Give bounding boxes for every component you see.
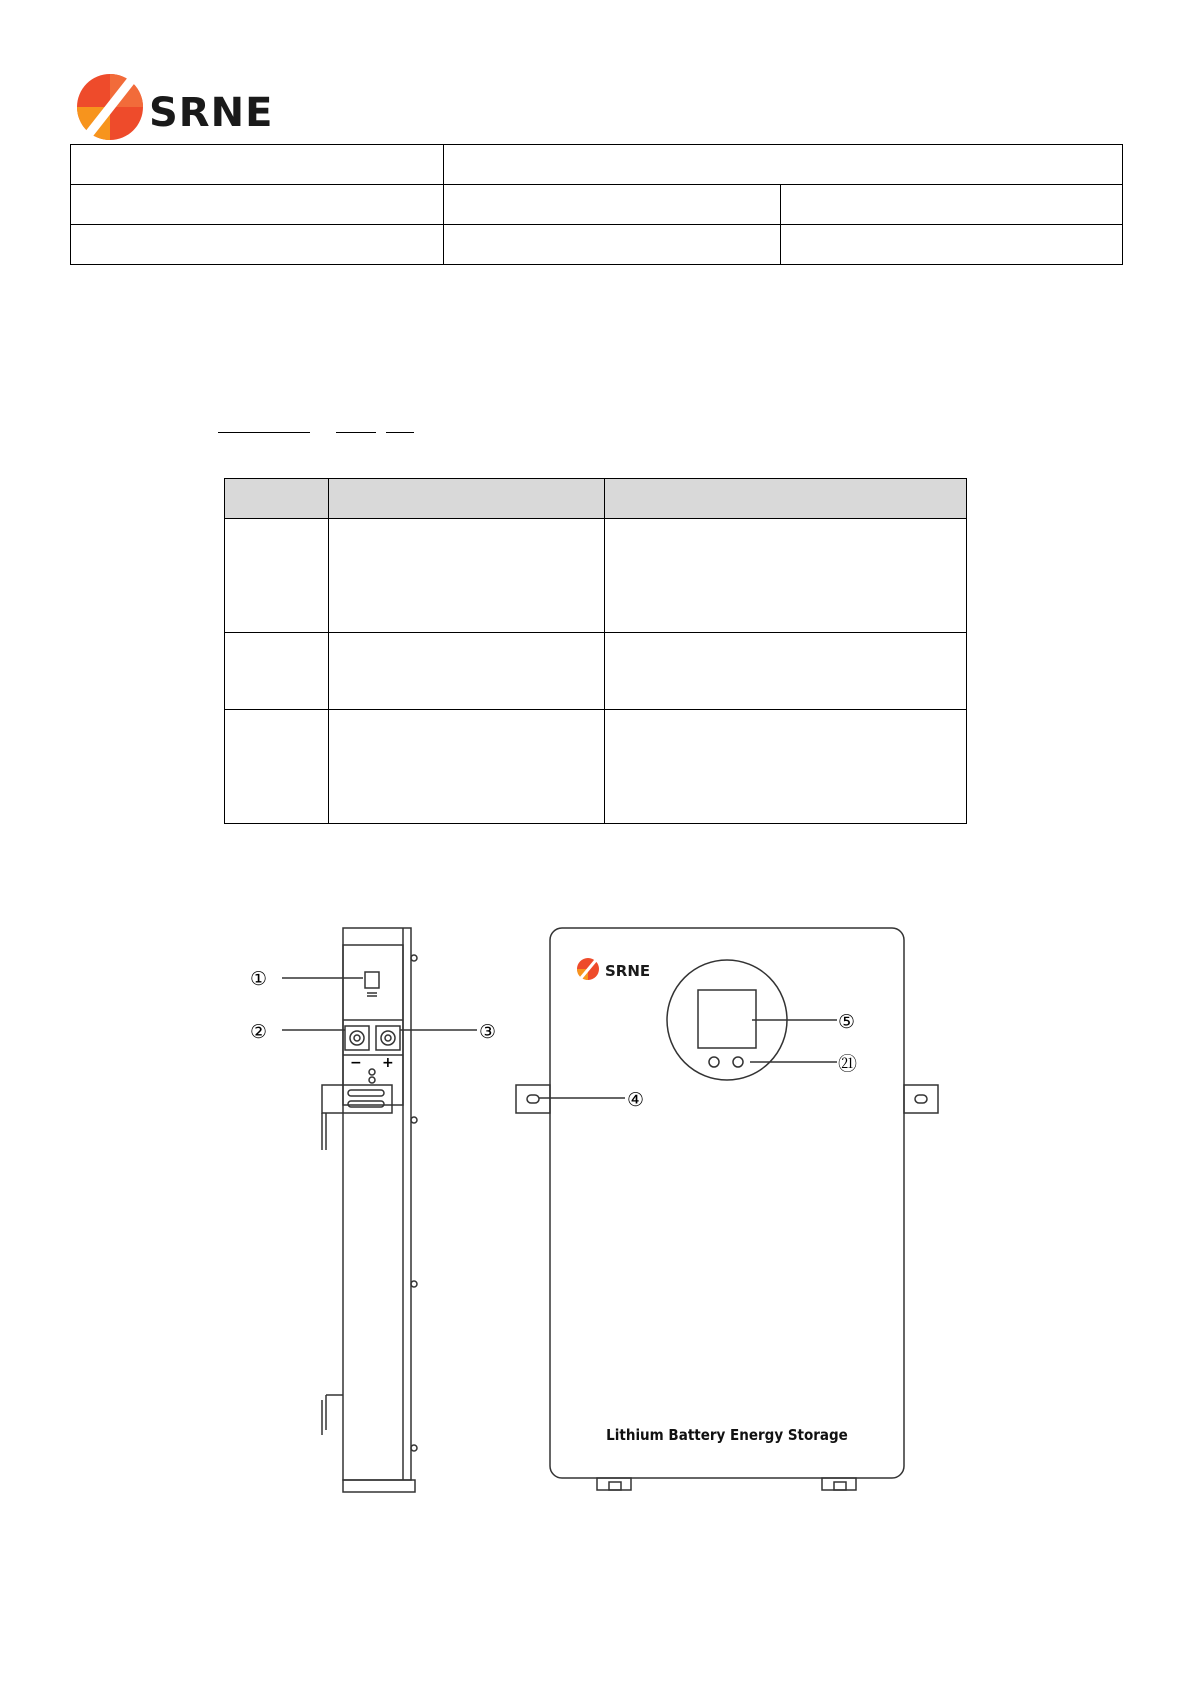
header-cell — [781, 225, 1123, 265]
positive-terminal — [376, 1026, 400, 1050]
product-label: Lithium Battery Energy Storage — [606, 1426, 848, 1444]
callout-5: ⑤ — [838, 1011, 856, 1033]
terminal-plus-label: + — [382, 1055, 394, 1071]
section-title-underline — [386, 432, 414, 433]
table-row — [71, 225, 1123, 265]
column-header — [225, 479, 329, 519]
table-row — [71, 145, 1123, 185]
table-row — [225, 710, 967, 824]
callout-21: ㉑ — [838, 1053, 858, 1075]
callout-2: ② — [250, 1021, 268, 1043]
negative-terminal — [345, 1026, 369, 1050]
indicator-led — [733, 1057, 743, 1067]
header-cell — [71, 145, 444, 185]
left-wall-bracket — [516, 1085, 550, 1113]
table-row — [71, 185, 1123, 225]
front-view — [516, 928, 938, 1490]
callout-3: ③ — [479, 1021, 497, 1043]
header-cell — [71, 185, 444, 225]
table-cell — [605, 519, 967, 633]
component-table — [224, 478, 967, 824]
table-cell — [605, 710, 967, 824]
table-cell — [225, 519, 329, 633]
section-title-underline — [336, 432, 376, 433]
table-cell — [329, 519, 605, 633]
header-cell — [781, 185, 1123, 225]
lcd-screen — [698, 990, 756, 1048]
table-row — [225, 633, 967, 710]
callout-4: ④ — [627, 1089, 645, 1111]
column-header — [329, 479, 605, 519]
table-cell — [329, 710, 605, 824]
front-logo — [577, 958, 599, 980]
mounting-bracket — [322, 1085, 392, 1113]
table-cell — [605, 633, 967, 710]
table-cell — [225, 710, 329, 824]
side-view-body — [343, 928, 411, 1480]
header-cell — [444, 225, 781, 265]
logo-text: SRNE — [149, 90, 274, 136]
header-cell — [71, 225, 444, 265]
table-header-row — [225, 479, 967, 519]
side-panel — [343, 945, 403, 1105]
indicator-led — [709, 1057, 719, 1067]
section-title-underline — [218, 432, 310, 433]
srne-logo-icon — [75, 72, 145, 142]
battery-diagram — [240, 920, 970, 1495]
table-row — [225, 519, 967, 633]
terminal-minus-label: − — [350, 1055, 362, 1071]
comm-port — [365, 972, 379, 988]
document-header-table — [70, 144, 1123, 265]
table-cell — [225, 633, 329, 710]
callout-1: ① — [250, 968, 268, 990]
right-wall-bracket — [904, 1085, 938, 1113]
header-cell — [444, 145, 1123, 185]
company-logo — [75, 72, 295, 144]
battery-product-drawing — [240, 920, 970, 1495]
column-header — [605, 479, 967, 519]
side-view — [282, 928, 477, 1492]
table-cell — [329, 633, 605, 710]
front-logo-text: SRNE — [605, 962, 651, 980]
header-cell — [444, 185, 781, 225]
